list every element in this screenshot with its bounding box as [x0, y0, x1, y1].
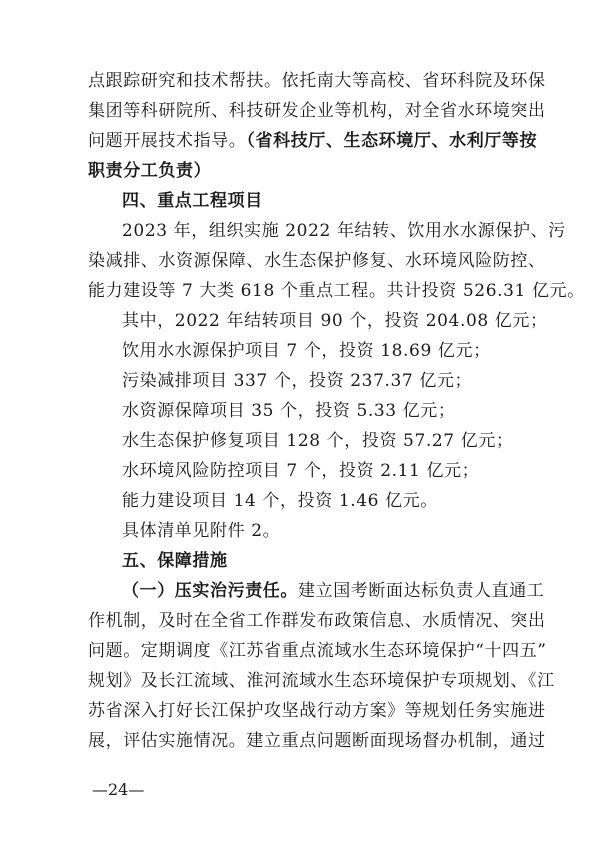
paragraph-line: 集团等科研院所、科技研发企业等机构，对全省水环境突出	[88, 101, 546, 121]
section-heading-5: 五、保障措施	[122, 551, 228, 571]
subsection-title: （一）压实治污责任。	[122, 581, 298, 601]
paragraph-line: 2023 年，组织实施 2022 年结转、饮用水水源保护、污	[122, 221, 566, 241]
paragraph-line: 能力建设等 7 大类 618 个重点工程。共计投资 526.31 亿元。	[88, 281, 585, 301]
paragraph-line: 作机制，及时在全省工作群发布政策信息、水质情况、突出	[88, 611, 546, 631]
paragraph-line: 规划》及长江流域、淮河流域水生态环境保护专项规划、《江	[88, 671, 555, 691]
paragraph-line	[88, 576, 545, 606]
paragraph-line: 问题。定期调度《江苏省重点流域水生态环境保护“十四五”	[88, 641, 547, 661]
project-item: 水资源保障项目 35 个，投资 5.33 亿元；	[122, 401, 456, 421]
paragraph-line	[88, 126, 538, 156]
responsibility-note: 职责分工负责）	[88, 161, 212, 181]
document-body	[88, 66, 585, 756]
project-item: 能力建设项目 14 个，投资 1.46 亿元。	[122, 491, 438, 511]
project-item: 饮用水水源保护项目 7 个，投资 18.69 亿元；	[122, 341, 491, 361]
paragraph-line: 点跟踪研究和技术帮扶。依托南大等高校、省环科院及环保	[88, 71, 546, 91]
project-item: 水生态保护修复项目 128 个，投资 57.27 亿元；	[122, 431, 514, 451]
paragraph-line: 染减排、水资源保障、水生态保护修复、水环境风险防控、	[88, 251, 546, 271]
paragraph-line: 展，评估实施情况。建立重点问题断面现场督办机制，通过	[88, 731, 546, 751]
paragraph-text: 问题开展技术指导。	[88, 131, 247, 151]
page-number: —24—	[92, 780, 145, 799]
paragraph-line: 苏省深入打好长江保护攻坚战行动方案》等规划任务实施进	[88, 701, 546, 721]
project-item: 水环境风险防控项目 7 个，投资 2.11 亿元；	[122, 461, 480, 481]
project-item: 其中，2022 年结转项目 90 个，投资 204.08 亿元；	[122, 311, 548, 331]
project-item: 具体清单见附件 2。	[122, 521, 281, 541]
responsibility-note: （省科技厅、生态环境厅、水利厅等按	[246, 131, 538, 151]
project-item: 污染减排项目 337 个，投资 237.37 亿元；	[122, 371, 473, 391]
section-heading-4: 四、重点工程项目	[122, 191, 263, 211]
paragraph-text: 建立国考断面达标负责人直通工	[298, 581, 545, 601]
